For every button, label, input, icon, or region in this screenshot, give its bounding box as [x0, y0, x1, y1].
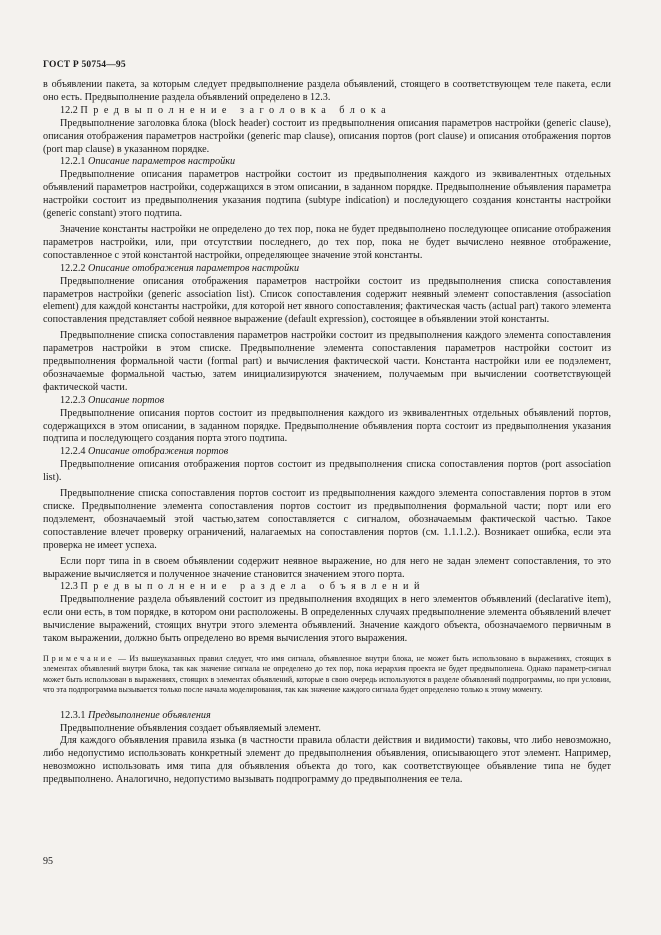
paragraph: Предвыполнение раздела объявлений состоит из предвыполнения входящих в него элементов объявлений (declarative item), если они есть, в том порядке, в котором они расположены. В определенных случаях предвыполнение элемента объявлений влечет вычисление выражений, стоящих внутри этого элемента объявлений. Значение каждого объекта, обозначаемого первичным в таком выражении, должно быть определено во время вычисления этого выражения.	[43, 594, 611, 645]
section-number: 12.2.1	[60, 156, 86, 168]
section-number: 12.2	[60, 104, 78, 116]
paragraph: Предвыполнение описания портов состоит из предвыполнения каждого из эквивалентных отдельных объявлений портов, содержащихся в этом описании, в заданном порядке. Предвыполнение объявления порта состоит из предвыполнения указания подтипа и последующего создания порта этого подтипа.	[43, 407, 611, 445]
paragraph: Значение константы настройки не определено до тех пор, пока не будет предвыполнено последующее описание отображения параметров настройки, или, при отсутствии последнего, до тех пор, пока не будет вычислено неявное отображение, сопоставленное с этой константой настройки, определяющее значение этой константы.	[43, 223, 611, 261]
section-number: 12.2.2	[60, 262, 86, 274]
section-title: Описание отображения параметров настройки	[88, 262, 300, 274]
section-number: 12.3.1	[60, 709, 86, 721]
section-heading-12-2	[43, 105, 611, 118]
paragraph: Предвыполнение описания отображения портов состоит из предвыполнения списка сопоставления портов (port association list).	[43, 459, 611, 484]
section-title: Описание отображения портов	[88, 446, 229, 458]
paragraph: Предвыполнение описания отображения параметров настройки состоит из предвыполнения списка сопоставления параметров настройки (generic association list). Список сопоставления содержит неявный элемент сопоставления (association element) для каждой константы настройки, для которой нет явного сопоставления; фактическая часть (actual part) такого элемента сопоставления представляет собой неявное выражение (default expression), состоящее в объявлении этой константы.	[43, 275, 611, 326]
paragraph: Предвыполнение списка сопоставления портов состоит из предвыполнения каждого элемента сопоставления портов в этом списке. Предвыполнение элемента сопоставления портов состоит из предвыполнения формальной части; порт или его подэлемент, обозначаемый этой частью,затем сопоставляется с сигналом, обозначаемым фактической частью. Такое сопоставление влечет проверку ограничений, налагаемых на сопоставления портов (см. 1.1.1.2.). Возникает ошибка, если эта проверка не имеет успеха.	[43, 488, 611, 551]
note-label: Примечание	[43, 653, 115, 663]
section-heading-12-3-1	[43, 710, 611, 723]
paragraph: Предвыполнение объявления создает объявляемый элемент.	[60, 722, 321, 734]
paragraph: в объявлении пакета, за которым следует предвыполнение раздела объявлений, стоящего в соответствующем теле пакета, если оно есть. Предвыполнение раздела объявлений определено в 12.3.	[43, 79, 611, 103]
section-heading-12-2-2	[43, 263, 611, 276]
note	[43, 654, 611, 696]
paragraph: Предвыполнение списка сопоставления параметров настройки состоит из предвыполнения каждого элемента сопоставления параметров настройки в этом списке. Предвыполнение элемента сопоставления параметров настройки состоит из предвыполнения формальной части (formal part) и вычисления фактической части. Константа настройки или ее подэлемент, обозначаемые формальной частью, затем инициализируются значением, получаемым при вычислении соответствующей фактической части.	[43, 330, 611, 393]
section-title: Описание параметров настройки	[88, 156, 236, 168]
section-title: Предвыполнение заголовка блока	[80, 104, 392, 116]
section-heading-12-2-4	[43, 446, 611, 459]
document-body	[43, 79, 611, 787]
section-title: Предвыполнение раздела объявлений	[80, 581, 425, 593]
section-heading-12-2-1	[43, 156, 611, 169]
standard-header: ГОСТ Р 50754—95	[43, 60, 126, 70]
paragraph: Если порт типа in в своем объявлении содержит неявное выражение, но для него не задан элемент сопоставления, то это выражение вычисляется и полученное значение становится значением этого порта.	[43, 555, 611, 580]
section-heading-12-3	[43, 581, 611, 594]
section-heading-12-2-3	[43, 395, 611, 408]
paragraph: Предвыполнение заголовка блока (block header) состоит из предвыполнения описания параметров настройки (generic clause), описания отображения параметров настройки (generic map clause), описания портов (port clause) и описания отображения портов (port map clause) в указанном порядке.	[43, 117, 611, 155]
section-title: Предвыполнение объявления	[88, 709, 211, 721]
note-text: — Из вышеуказанных правил следует, что имя сигнала, объявленное внутри блока, не может быть использовано в выражениях, стоящих в элементах объявлений внутри блока, так как значение сигнала не определено до тех пор, пока иерархия проекта не будет предвыполнена. Однако параметр-сигнал может быть использован в выражениях, стоящих в элементах объявлений, которые в свою очередь используются в разделе объявлений подпрограммы, но при условии, что эта подпрограмма вызывается только после начала моделирования, так как значение каждого сигнала будет определено только к этому моменту.	[43, 653, 611, 695]
section-number: 12.3	[60, 581, 78, 593]
paragraph: Предвыполнение описания параметров настройки состоит из предвыполнения каждого из эквивалентных отдельных объявлений параметров настройки, содержащихся в этом описании, в заданном порядке. Предвыполнение объявления параметра настройки состоит из предвыполнения указания подтипа (subtype indication) и последующего создания константы настройки (generic constant) этого подтипа.	[43, 169, 611, 220]
section-number: 12.2.3	[60, 394, 86, 406]
page-number: 95	[43, 856, 53, 867]
section-title: Описание портов	[88, 394, 165, 406]
section-number: 12.2.4	[60, 446, 86, 458]
paragraph: Для каждого объявления правила языка (в частности правила области действия и видимости) таковы, что либо невозможно, либо недопустимо использовать конкретный элемент до предвыполнения объявления, описывающего этот элемент. Например, невозможно использовать имя типа для объявления объекта до того, как соответствующее объявление типа не будет предвыполнено. Аналогично, недопустимо вызывать подпрограмму до предвыполнения ее тела.	[43, 735, 611, 786]
